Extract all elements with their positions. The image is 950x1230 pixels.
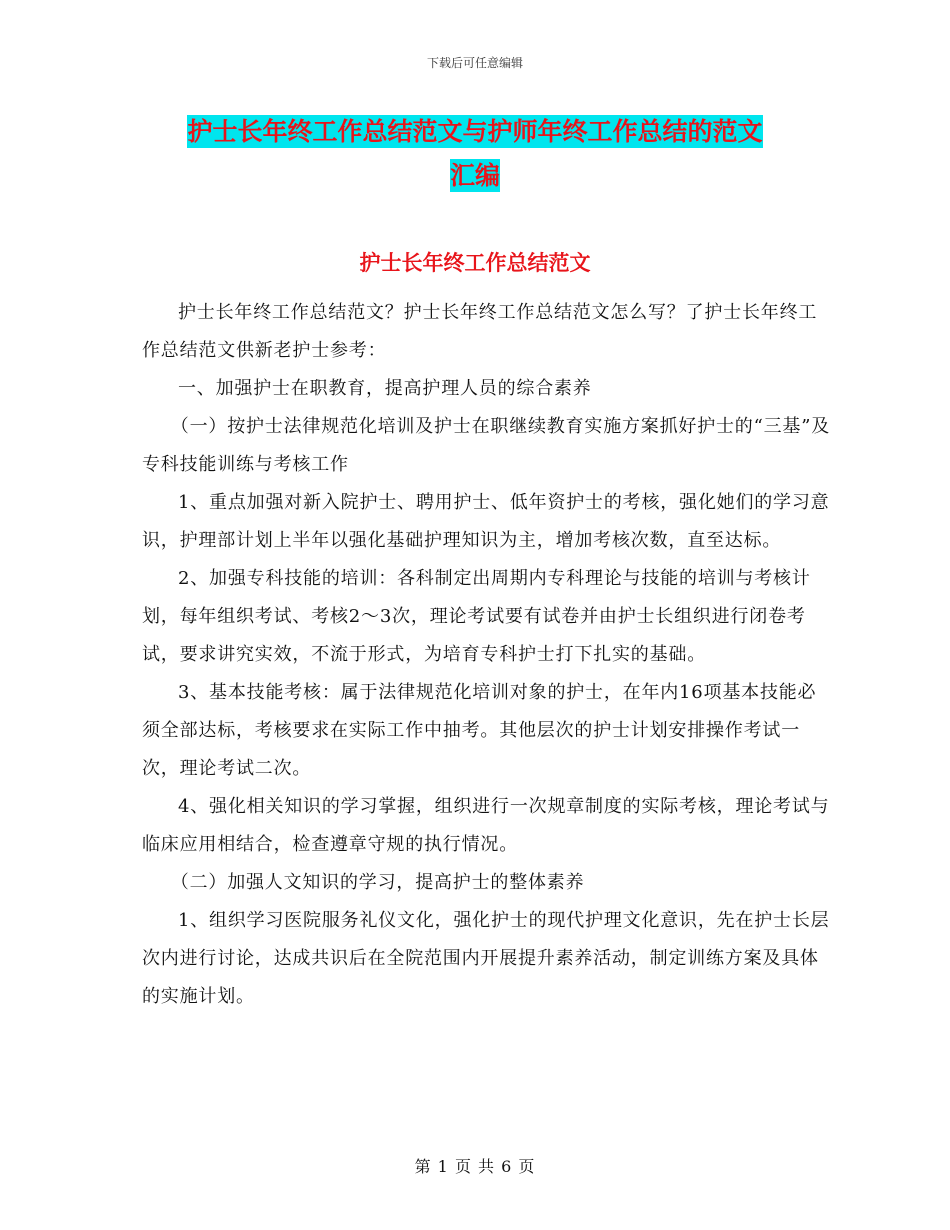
section-title: 护士长年终工作总结范文 xyxy=(359,251,591,275)
paragraph-subheading: （一）按护士法律规范化培训及护士在职继续教育实施方案抓好护士的“三基”及专科技能训练与考核工作 xyxy=(142,416,830,475)
paragraph-subheading: （二）加强人文知识的学习，提高护士的整体素养 xyxy=(170,872,585,893)
document-title-line1: 护士长年终工作总结范文与护师年终工作总结的范文 xyxy=(187,117,763,146)
paragraph: 2、加强专科技能的培训：各科制定出周期内专科理论与技能的培训与考核计划，每年组织考试、考核2～3次，理论考试要有试卷并由护士长组织进行闭卷考试，要求讲究实效，不流于形式，为培育专科护士打下扎实的基础。 xyxy=(142,568,811,665)
document-title xyxy=(140,110,810,198)
header-note: 下载后可任意编辑 xyxy=(426,56,523,70)
paragraph: 3、基本技能考核：属于法律规范化培训对象的护士，在年内16项基本技能必须全部达标，考核要求在实际工作中抽考。其他层次的护士计划安排操作考试一次，理论考试二次。 xyxy=(142,682,817,779)
paragraph-heading: 一、加强护士在职教育，提高护理人员的综合素养 xyxy=(178,378,592,399)
paragraph: 1、重点加强对新入院护士、聘用护士、低年资护士的考核，强化她们的学习意识，护理部计划上半年以强化基础护理知识为主，增加考核次数，直至达标。 xyxy=(142,492,830,551)
paragraph: 1、组织学习医院服务礼仪文化，强化护士的现代护理文化意识，先在护士长层次内进行讨论，达成共识后在全院范围内开展提升素养活动，制定训练方案及具体的实施计划。 xyxy=(142,910,830,1007)
page-footer: 第 1 页 共 6 页 xyxy=(414,1157,536,1176)
paragraph: 护士长年终工作总结范文？护士长年终工作总结范文怎么写？了护士长年终工作总结范文供新老护士参考： xyxy=(142,302,818,361)
paragraph: 4、强化相关知识的学习掌握，组织进行一次规章制度的实际考核，理论考试与临床应用相结合，检查遵章守规的执行情况。 xyxy=(142,796,830,855)
body-text xyxy=(142,294,832,1016)
document-title-line2: 汇编 xyxy=(449,161,500,190)
